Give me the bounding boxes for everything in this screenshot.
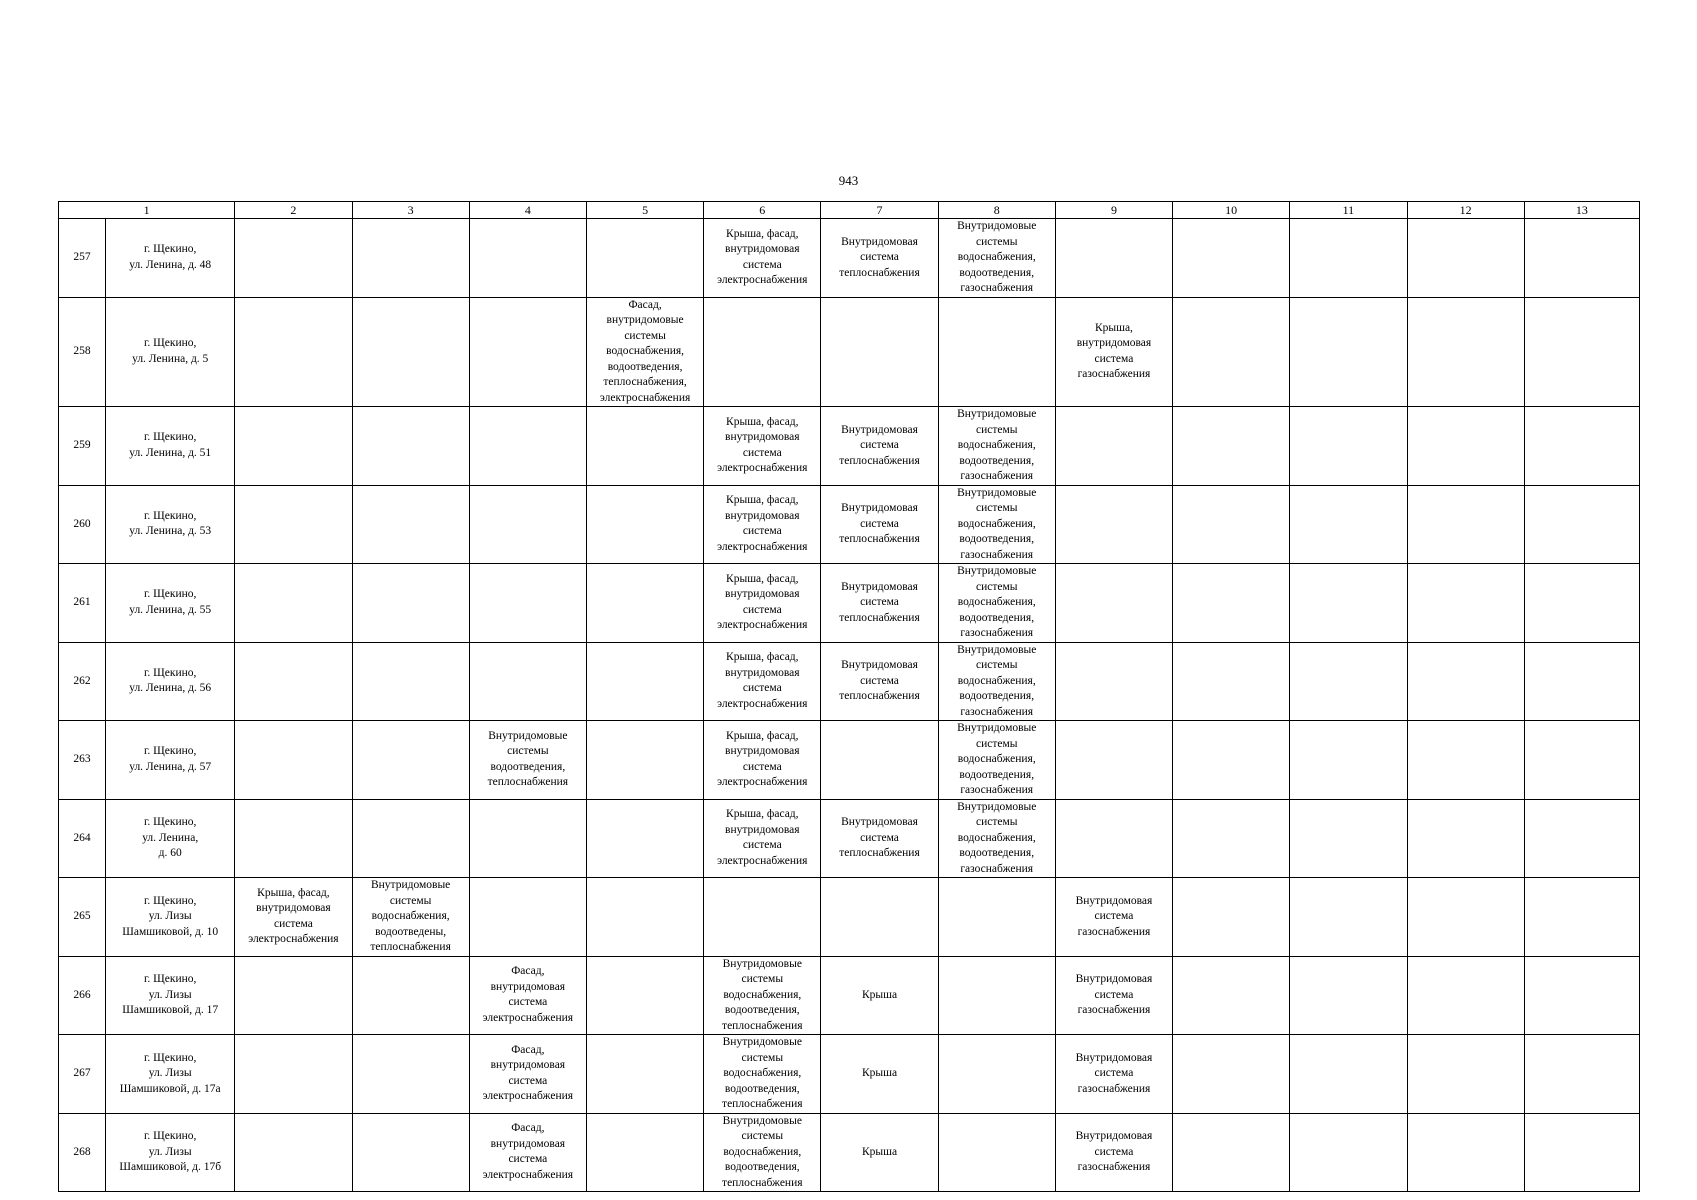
col13-cell — [1524, 564, 1639, 643]
col7-cell: Внутридомовая система теплоснабжения — [821, 799, 938, 878]
col4-cell — [469, 642, 586, 721]
col8-cell: Внутридомовые системы водоснабжения, водоотведения, газоснабжения — [938, 485, 1055, 564]
table-row — [59, 721, 1640, 800]
col6-cell: Крыша, фасад, внутридомовая система электроснабжения — [704, 219, 821, 298]
col7-cell: Крыша — [821, 1035, 938, 1114]
col10-cell — [1173, 956, 1290, 1035]
col5-cell — [586, 878, 703, 957]
col3-cell — [352, 407, 469, 486]
col5-cell — [586, 1113, 703, 1192]
col10-cell — [1173, 878, 1290, 957]
row-number: 266 — [59, 956, 106, 1035]
header-cell-3: 3 — [352, 202, 469, 219]
col3-cell — [352, 485, 469, 564]
col6-cell: Крыша, фасад, внутридомовая система электроснабжения — [704, 721, 821, 800]
header-cell-11: 11 — [1290, 202, 1407, 219]
col6-cell — [704, 297, 821, 407]
col12-cell — [1407, 297, 1524, 407]
col6-cell: Крыша, фасад, внутридомовая система электроснабжения — [704, 485, 821, 564]
col12-cell — [1407, 564, 1524, 643]
col10-cell — [1173, 407, 1290, 486]
col2-cell — [235, 407, 352, 486]
table-row — [59, 956, 1640, 1035]
table-row — [59, 297, 1640, 407]
address-cell: г. Щекино, ул. Ленина, д. 51 — [106, 407, 235, 486]
table-row — [59, 407, 1640, 486]
col9-cell: Внутридомовая система газоснабжения — [1055, 956, 1172, 1035]
col4-cell — [469, 878, 586, 957]
col8-cell: Внутридомовые системы водоснабжения, водоотведения, газоснабжения — [938, 219, 1055, 298]
col12-cell — [1407, 956, 1524, 1035]
table-row — [59, 642, 1640, 721]
row-number: 259 — [59, 407, 106, 486]
table-header — [59, 202, 1640, 219]
col5-cell — [586, 407, 703, 486]
col7-cell: Внутридомовая система теплоснабжения — [821, 407, 938, 486]
header-cell-8: 8 — [938, 202, 1055, 219]
col5-cell — [586, 564, 703, 643]
col13-cell — [1524, 297, 1639, 407]
row-number: 257 — [59, 219, 106, 298]
col4-cell: Фасад, внутридомовая система электроснабжения — [469, 956, 586, 1035]
col9-cell — [1055, 642, 1172, 721]
table-row — [59, 564, 1640, 643]
row-number: 261 — [59, 564, 106, 643]
address-cell: г. Щекино, ул. Ленина, д. 60 — [106, 799, 235, 878]
header-cell-2: 2 — [235, 202, 352, 219]
header-cell-13: 13 — [1524, 202, 1639, 219]
col9-cell: Крыша, внутридомовая система газоснабжения — [1055, 297, 1172, 407]
col13-cell — [1524, 407, 1639, 486]
address-cell: г. Щекино, ул. Ленина, д. 48 — [106, 219, 235, 298]
header-cell-1: 1 — [59, 202, 235, 219]
col4-cell — [469, 407, 586, 486]
col8-cell: Внутридомовые системы водоснабжения, водоотведения, газоснабжения — [938, 564, 1055, 643]
row-number: 264 — [59, 799, 106, 878]
col8-cell — [938, 1113, 1055, 1192]
col4-cell — [469, 219, 586, 298]
row-number: 263 — [59, 721, 106, 800]
col4-cell: Внутридомовые системы водоотведения, теплоснабжения — [469, 721, 586, 800]
row-number: 262 — [59, 642, 106, 721]
col10-cell — [1173, 219, 1290, 298]
header-cell-6: 6 — [704, 202, 821, 219]
header-cell-12: 12 — [1407, 202, 1524, 219]
col10-cell — [1173, 1113, 1290, 1192]
header-cell-4: 4 — [469, 202, 586, 219]
header-cell-10: 10 — [1173, 202, 1290, 219]
col11-cell — [1290, 297, 1407, 407]
schedule-table — [58, 201, 1640, 1192]
col11-cell — [1290, 485, 1407, 564]
col8-cell — [938, 1035, 1055, 1114]
col11-cell — [1290, 956, 1407, 1035]
col2-cell — [235, 219, 352, 298]
col3-cell — [352, 1113, 469, 1192]
col2-cell — [235, 1113, 352, 1192]
col11-cell — [1290, 799, 1407, 878]
address-cell: г. Щекино, ул. Ленина, д. 55 — [106, 564, 235, 643]
col7-cell — [821, 297, 938, 407]
col8-cell — [938, 878, 1055, 957]
col6-cell: Внутридомовые системы водоснабжения, водоотведения, теплоснабжения — [704, 956, 821, 1035]
col8-cell: Внутридомовые системы водоснабжения, водоотведения, газоснабжения — [938, 407, 1055, 486]
col4-cell — [469, 799, 586, 878]
row-number: 267 — [59, 1035, 106, 1114]
col2-cell — [235, 1035, 352, 1114]
row-number: 260 — [59, 485, 106, 564]
col11-cell — [1290, 219, 1407, 298]
col11-cell — [1290, 642, 1407, 721]
col2-cell — [235, 297, 352, 407]
col10-cell — [1173, 564, 1290, 643]
col13-cell — [1524, 799, 1639, 878]
col6-cell: Крыша, фасад, внутридомовая система электроснабжения — [704, 642, 821, 721]
col4-cell: Фасад, внутридомовая система электроснабжения — [469, 1035, 586, 1114]
col9-cell — [1055, 485, 1172, 564]
header-cell-9: 9 — [1055, 202, 1172, 219]
col7-cell: Внутридомовая система теплоснабжения — [821, 485, 938, 564]
col2-cell — [235, 799, 352, 878]
row-number: 258 — [59, 297, 106, 407]
col3-cell — [352, 956, 469, 1035]
col3-cell — [352, 642, 469, 721]
col5-cell — [586, 799, 703, 878]
col11-cell — [1290, 878, 1407, 957]
col9-cell: Внутридомовая система газоснабжения — [1055, 1113, 1172, 1192]
col2-cell — [235, 721, 352, 800]
col13-cell — [1524, 878, 1639, 957]
header-cell-5: 5 — [586, 202, 703, 219]
row-number: 268 — [59, 1113, 106, 1192]
col10-cell — [1173, 721, 1290, 800]
col12-cell — [1407, 219, 1524, 298]
col11-cell — [1290, 1113, 1407, 1192]
col6-cell: Крыша, фасад, внутридомовая система электроснабжения — [704, 407, 821, 486]
col5-cell — [586, 956, 703, 1035]
col12-cell — [1407, 721, 1524, 800]
col8-cell — [938, 297, 1055, 407]
col9-cell — [1055, 721, 1172, 800]
col5-cell — [586, 642, 703, 721]
col11-cell — [1290, 721, 1407, 800]
address-cell: г. Щекино, ул. Ленина, д. 5 — [106, 297, 235, 407]
header-row — [59, 202, 1640, 219]
col12-cell — [1407, 878, 1524, 957]
col13-cell — [1524, 642, 1639, 721]
col9-cell — [1055, 564, 1172, 643]
col7-cell: Крыша — [821, 1113, 938, 1192]
table-row — [59, 1113, 1640, 1192]
col2-cell — [235, 564, 352, 643]
col7-cell: Крыша — [821, 956, 938, 1035]
address-cell: г. Щекино, ул. Ленина, д. 56 — [106, 642, 235, 721]
col9-cell — [1055, 799, 1172, 878]
col9-cell: Внутридомовая система газоснабжения — [1055, 1035, 1172, 1114]
col3-cell: Внутридомовые системы водоснабжения, водоотведены, теплоснабжения — [352, 878, 469, 957]
table-row — [59, 878, 1640, 957]
col5-cell — [586, 219, 703, 298]
row-number: 265 — [59, 878, 106, 957]
col12-cell — [1407, 485, 1524, 564]
col3-cell — [352, 721, 469, 800]
col8-cell: Внутридомовые системы водоснабжения, водоотведения, газоснабжения — [938, 642, 1055, 721]
col3-cell — [352, 297, 469, 407]
col2-cell — [235, 642, 352, 721]
col2-cell: Крыша, фасад, внутридомовая система электроснабжения — [235, 878, 352, 957]
col11-cell — [1290, 407, 1407, 486]
col11-cell — [1290, 564, 1407, 643]
col7-cell: Внутридомовая система теплоснабжения — [821, 564, 938, 643]
col5-cell — [586, 721, 703, 800]
address-cell: г. Щекино, ул. Лизы Шамшиковой, д. 10 — [106, 878, 235, 957]
col6-cell: Внутридомовые системы водоснабжения, водоотведения, теплоснабжения — [704, 1035, 821, 1114]
col4-cell — [469, 564, 586, 643]
col3-cell — [352, 799, 469, 878]
address-cell: г. Щекино, ул. Лизы Шамшиковой, д. 17а — [106, 1035, 235, 1114]
col5-cell: Фасад, внутридомовые системы водоснабжения, водоотведения, теплоснабжения, электроснабжения — [586, 297, 703, 407]
col12-cell — [1407, 799, 1524, 878]
table-row — [59, 219, 1640, 298]
col7-cell — [821, 721, 938, 800]
col3-cell — [352, 1035, 469, 1114]
address-cell: г. Щекино, ул. Ленина, д. 57 — [106, 721, 235, 800]
table-row — [59, 799, 1640, 878]
col5-cell — [586, 1035, 703, 1114]
col7-cell: Внутридомовая система теплоснабжения — [821, 642, 938, 721]
table-row — [59, 1035, 1640, 1114]
col11-cell — [1290, 1035, 1407, 1114]
col12-cell — [1407, 642, 1524, 721]
table-body — [59, 219, 1640, 1192]
col9-cell — [1055, 407, 1172, 486]
col6-cell: Крыша, фасад, внутридомовая система электроснабжения — [704, 799, 821, 878]
col13-cell — [1524, 956, 1639, 1035]
col2-cell — [235, 956, 352, 1035]
page-number: 943 — [838, 173, 859, 188]
address-cell: г. Щекино, ул. Лизы Шамшиковой, д. 17б — [106, 1113, 235, 1192]
col5-cell — [586, 485, 703, 564]
col3-cell — [352, 219, 469, 298]
col8-cell: Внутридомовые системы водоснабжения, водоотведения, газоснабжения — [938, 799, 1055, 878]
col12-cell — [1407, 1113, 1524, 1192]
col2-cell — [235, 485, 352, 564]
col4-cell — [469, 485, 586, 564]
col10-cell — [1173, 297, 1290, 407]
col8-cell — [938, 956, 1055, 1035]
col9-cell: Внутридомовая система газоснабжения — [1055, 878, 1172, 957]
col12-cell — [1407, 1035, 1524, 1114]
col7-cell — [821, 878, 938, 957]
col7-cell: Внутридомовая система теплоснабжения — [821, 219, 938, 298]
col9-cell — [1055, 219, 1172, 298]
col10-cell — [1173, 1035, 1290, 1114]
col6-cell: Крыша, фасад, внутридомовая система электроснабжения — [704, 564, 821, 643]
col6-cell — [704, 878, 821, 957]
col10-cell — [1173, 485, 1290, 564]
table-row — [59, 485, 1640, 564]
col13-cell — [1524, 485, 1639, 564]
col12-cell — [1407, 407, 1524, 486]
col6-cell: Внутридомовые системы водоснабжения, водоотведения, теплоснабжения — [704, 1113, 821, 1192]
col4-cell — [469, 297, 586, 407]
col3-cell — [352, 564, 469, 643]
col13-cell — [1524, 1113, 1639, 1192]
header-cell-7: 7 — [821, 202, 938, 219]
col4-cell: Фасад, внутридомовая система электроснабжения — [469, 1113, 586, 1192]
col13-cell — [1524, 721, 1639, 800]
address-cell: г. Щекино, ул. Лизы Шамшиковой, д. 17 — [106, 956, 235, 1035]
col10-cell — [1173, 642, 1290, 721]
col10-cell — [1173, 799, 1290, 878]
col13-cell — [1524, 219, 1639, 298]
col13-cell — [1524, 1035, 1639, 1114]
col8-cell: Внутридомовые системы водоснабжения, водоотведения, газоснабжения — [938, 721, 1055, 800]
address-cell: г. Щекино, ул. Ленина, д. 53 — [106, 485, 235, 564]
